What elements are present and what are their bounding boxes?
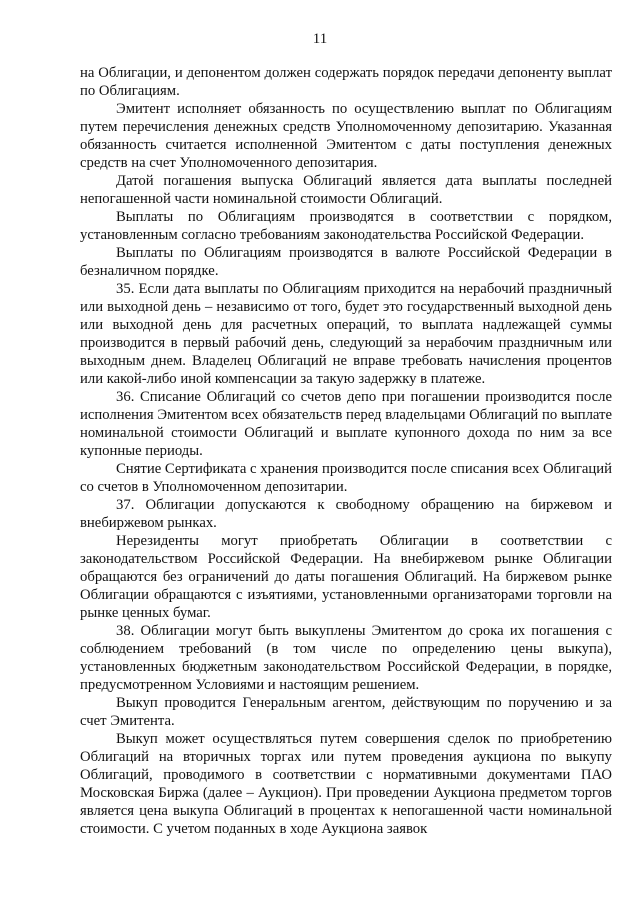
paragraph-payment-order: Выплаты по Облигациям производятся в соответствии с порядком, установленным согласно требованиям законодательства Российской Федерации.	[80, 209, 612, 243]
paragraph-nonresidents: Нерезиденты могут приобретать Облигации в соответствии с законодательством Российской Федерации. На внебиржевом рынке Облигации обращаются без ограничений до даты погашения Облигаций. На биржевом рынке Облигации обращаются с изъятиями, установленными организаторами торговли на рынке ценных бумаг.	[80, 533, 612, 621]
paragraph-clause-36: 36. Списание Облигаций со счетов депо при погашении производится после исполнения Эмитентом всех обязательств перед владельцами Облигаций по выплате номинальной стоимости Облигаций и выплате купонного дохода по ним за все купонные периоды.	[80, 389, 612, 459]
paragraph-clause-35: 35. Если дата выплаты по Облигациям приходится на нерабочий праздничный или выходной день – независимо от того, будет это государственный выходной день или выходной день для расчетных операций, то выплата надлежащей суммы производится в первый рабочий день, следующий за нерабочим праздничным или выходным днем. Владелец Облигаций не вправе требовать начисления процентов или какой-либо иной компенсации за такую задержку в платеже.	[80, 281, 612, 387]
paragraph-certificate-removal: Снятие Сертификата с хранения производится после списания всех Облигаций со счетов в Уполномоченном депозитарии.	[80, 461, 612, 495]
paragraph-clause-37: 37. Облигации допускаются к свободному обращению на биржевом и внебиржевом рынках.	[80, 497, 612, 531]
page-number: 11	[312, 31, 328, 47]
paragraph-maturity-date: Датой погашения выпуска Облигаций является дата выплаты последней непогашенной части номинальной стоимости Облигаций.	[80, 173, 612, 207]
paragraph-payment-currency: Выплаты по Облигациям производятся в валюте Российской Федерации в безналичном порядке.	[80, 245, 612, 279]
paragraph-clause-38: 38. Облигации могут быть выкуплены Эмитентом до срока их погашения с соблюдением требований (в том числе по определению цены выкупа), установленных бюджетным законодательством Российской Федерации, в порядке, предусмотренном Условиями и настоящим решением.	[80, 623, 612, 693]
document-body	[80, 64, 612, 838]
paragraph-issuer-obligation: Эмитент исполняет обязанность по осуществлению выплат по Облигациям путем перечисления денежных средств Уполномоченному депозитарию. Указанная обязанность считается исполненной Эмитентом с даты поступления денежных средств на счет Уполномоченного депозитария.	[80, 101, 612, 171]
paragraph-buyback-agent: Выкуп проводится Генеральным агентом, действующим по поручению и за счет Эмитента.	[80, 695, 612, 729]
paragraph-continuation: на Облигации, и депонентом должен содержать порядок передачи депоненту выплат по Облигациям.	[80, 65, 612, 99]
paragraph-buyback-auction: Выкуп может осуществляться путем совершения сделок по приобретению Облигаций на вторичных торгах или путем проведения аукциона по выкупу Облигаций, проводимого в соответствии с нормативными документами ПАО Московская Биржа (далее – Аукцион). При проведении Аукциона предметом торгов является цена выкупа Облигаций в процентах к непогашенной части номинальной стоимости. С учетом поданных в ходе Аукциона заявок	[80, 731, 612, 837]
